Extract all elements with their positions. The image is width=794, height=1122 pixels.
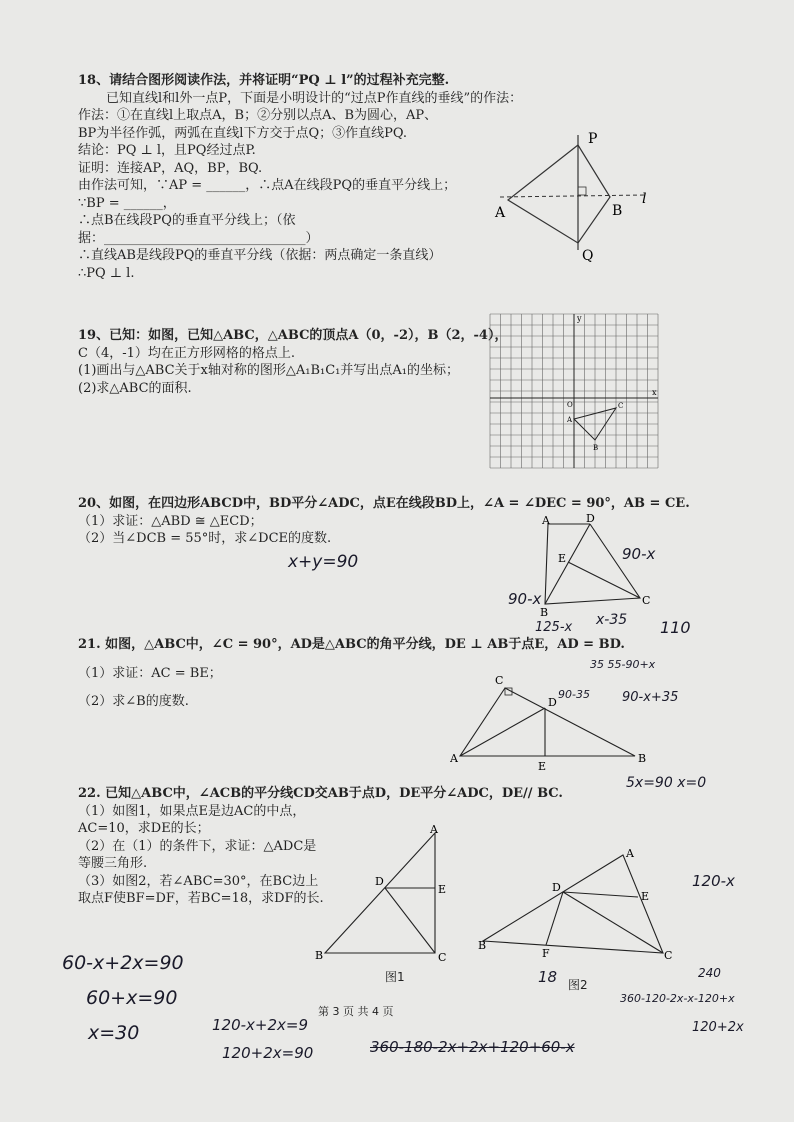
segment-de	[563, 892, 638, 897]
q18-line: ∴PQ ⊥ l.	[78, 265, 135, 281]
label-C: C	[642, 594, 651, 607]
label-C: C	[438, 951, 447, 964]
point-B-label: B	[593, 444, 599, 452]
q18-line: 结论：PQ ⊥ l，且PQ经过点P.	[78, 143, 256, 158]
q18-title: 18、请结合图形阅读作法，并将证明“PQ ⊥ l”的过程补充完整.	[78, 73, 450, 88]
question-18	[78, 72, 522, 282]
q20-line: （1）求证：△ABD ≅ △ECD；	[78, 513, 263, 529]
q22-line: （2）在（1）的条件下，求证：△ADC是	[78, 838, 317, 854]
handwritten-note: 60-x+2x=90	[62, 952, 184, 974]
label-Q: Q	[582, 248, 594, 264]
label-B: B	[612, 203, 623, 219]
q18-line: BP为半径作弧，两弧在直线l下方交于点Q；③作直线PQ.	[78, 125, 408, 141]
q18-line: ∵BP = ______，	[78, 195, 176, 211]
axis-x-label: x	[652, 388, 657, 397]
label-A: A	[430, 825, 438, 836]
label-l: l	[642, 191, 647, 207]
handwritten-note: 360-120-2x-x-120+x	[620, 992, 735, 1005]
label-C: C	[664, 949, 673, 962]
label-D: D	[552, 881, 561, 894]
bisector-cd	[385, 888, 435, 953]
q21-line: （1）求证：AC = BE；	[78, 665, 222, 681]
q22-line: （1）如图1，如果点E是边AC的中点，	[78, 803, 306, 819]
label-A: A	[542, 514, 550, 527]
handwritten-note: 120+2x	[692, 1020, 744, 1035]
diagonal-bd	[545, 524, 590, 604]
handwritten-note: 120-x+2x=9	[212, 1016, 309, 1034]
handwritten-note: 360-180-2x+2x+120+60-x	[370, 1038, 575, 1056]
label-D: D	[586, 512, 595, 525]
q22-line: 等腰三角形.	[78, 856, 148, 871]
q21-title: 21. 如图，△ABC中，∠C = 90°，AD是△ABC的角平分线，DE ⊥ AB于点E，AD = BD.	[78, 637, 625, 652]
q18-line: ∴直线AB是线段PQ的垂直平分线（依据：两点确定一条直线）	[78, 248, 442, 263]
label-C: C	[495, 674, 504, 687]
q22-figure-1	[310, 825, 460, 965]
segment-ec	[568, 562, 640, 598]
q19-grid-figure	[488, 312, 660, 470]
handwritten-note: 90-x+35	[622, 690, 679, 705]
q22-line: AC=10，求DE的长；	[78, 821, 210, 836]
q19-line: (1)画出与△ABC关于x轴对称的图形△A₁B₁C₁并写出点A₁的坐标；	[78, 363, 459, 378]
q22-line: 取点F使BF=DF，若BC=18，求DF的长.	[78, 891, 324, 906]
q20-line: （2）当∠DCB = 55°时，求∠DCE的度数.	[78, 531, 332, 546]
triangle-abc	[483, 855, 663, 953]
bisector-ad	[460, 708, 545, 756]
label-E: E	[438, 883, 447, 896]
handwritten-note: x-35	[596, 612, 628, 628]
handwritten-note: 35 55-90+x	[590, 658, 656, 671]
segment-df	[546, 892, 563, 945]
q22-figure-2	[478, 845, 678, 965]
label-A: A	[626, 847, 634, 860]
label-P: P	[588, 131, 598, 147]
handwritten-note: 18	[538, 968, 558, 986]
q19-line: (2)求△ABC的面积.	[78, 380, 192, 396]
question-19	[78, 327, 507, 397]
handwritten-note: 120-x	[692, 872, 735, 890]
handwritten-note: 110	[660, 618, 691, 637]
handwritten-note: 90-x	[622, 545, 656, 563]
figure-1-caption: 图1	[385, 970, 405, 984]
q18-line: 由作法可知，∵AP = ______，∴点A在线段PQ的垂直平分线上；	[78, 178, 457, 193]
handwritten-note: 5x=90 x=0	[626, 775, 707, 791]
point-A-label: A	[567, 416, 573, 424]
label-D: D	[375, 875, 384, 888]
handwritten-note: 90-x	[508, 590, 542, 608]
page-footer: 第 3 页 共 4 页	[318, 1005, 394, 1018]
q20-title: 20、如图，在四边形ABCD中，BD平分∠ADC，点E在线段BD上，∠A = ∠DEC = 90°，AB = CE.	[78, 496, 690, 511]
q18-figure	[480, 125, 660, 265]
label-E: E	[538, 760, 547, 773]
label-B: B	[540, 606, 549, 619]
label-B: B	[315, 949, 324, 962]
handwritten-note: 240	[698, 966, 721, 980]
q22-title: 22. 已知△ABC中，∠ACB的平分线CD交AB于点D，DE平分∠ADC，DE// BC.	[78, 786, 563, 801]
label-F: F	[542, 947, 550, 960]
label-A: A	[495, 205, 506, 221]
handwritten-note: 90-35	[558, 688, 590, 701]
q20-figure	[520, 512, 670, 622]
label-B: B	[478, 939, 487, 952]
q18-line: 作法：①在直线l上取点A，B；②分别以点A、B为圆心，AP、	[78, 108, 438, 123]
triangle-abc	[325, 833, 435, 953]
handwritten-note: x=30	[88, 1022, 140, 1044]
label-B: B	[638, 752, 647, 765]
label-A: A	[450, 752, 458, 765]
q21-figure	[450, 670, 650, 775]
q18-line: 已知直线l和l外一点P，下面是小明设计的“过点P作直线的垂线”的作法：	[106, 90, 523, 106]
q18-line: 据：_______________________________）	[78, 230, 319, 246]
handwritten-note: 125-x	[535, 620, 573, 635]
q21-line: （2）求∠B的度数.	[78, 694, 189, 709]
point-C-label: C	[618, 402, 624, 410]
origin-label: O	[567, 401, 573, 409]
q22-line: （3）如图2，若∠ABC=30°，在BC边上	[78, 873, 319, 889]
right-angle-mark	[578, 187, 586, 195]
q19-line: C（4，-1）均在正方形网格的格点上.	[78, 345, 296, 361]
q18-line: ∴点B在线段PQ的垂直平分线上；（依	[78, 213, 296, 228]
label-E: E	[558, 552, 567, 565]
line-l	[500, 195, 645, 197]
label-E: E	[641, 890, 650, 903]
q19-title: 19、已知：如图，已知△ABC，△ABC的顶点A（0，-2），B（2，-4），	[78, 328, 508, 343]
figure-2-caption: 图2	[568, 978, 588, 992]
handwritten-note: x+y=90	[288, 552, 359, 572]
q18-line: 证明：连接AP，AQ，BP，BQ.	[78, 160, 263, 176]
handwritten-note: 60+x=90	[86, 987, 178, 1009]
axis-y-label: y	[577, 314, 582, 323]
handwritten-note: 120+2x=90	[222, 1044, 314, 1062]
quad-apbq	[508, 145, 610, 243]
label-D: D	[548, 696, 557, 709]
